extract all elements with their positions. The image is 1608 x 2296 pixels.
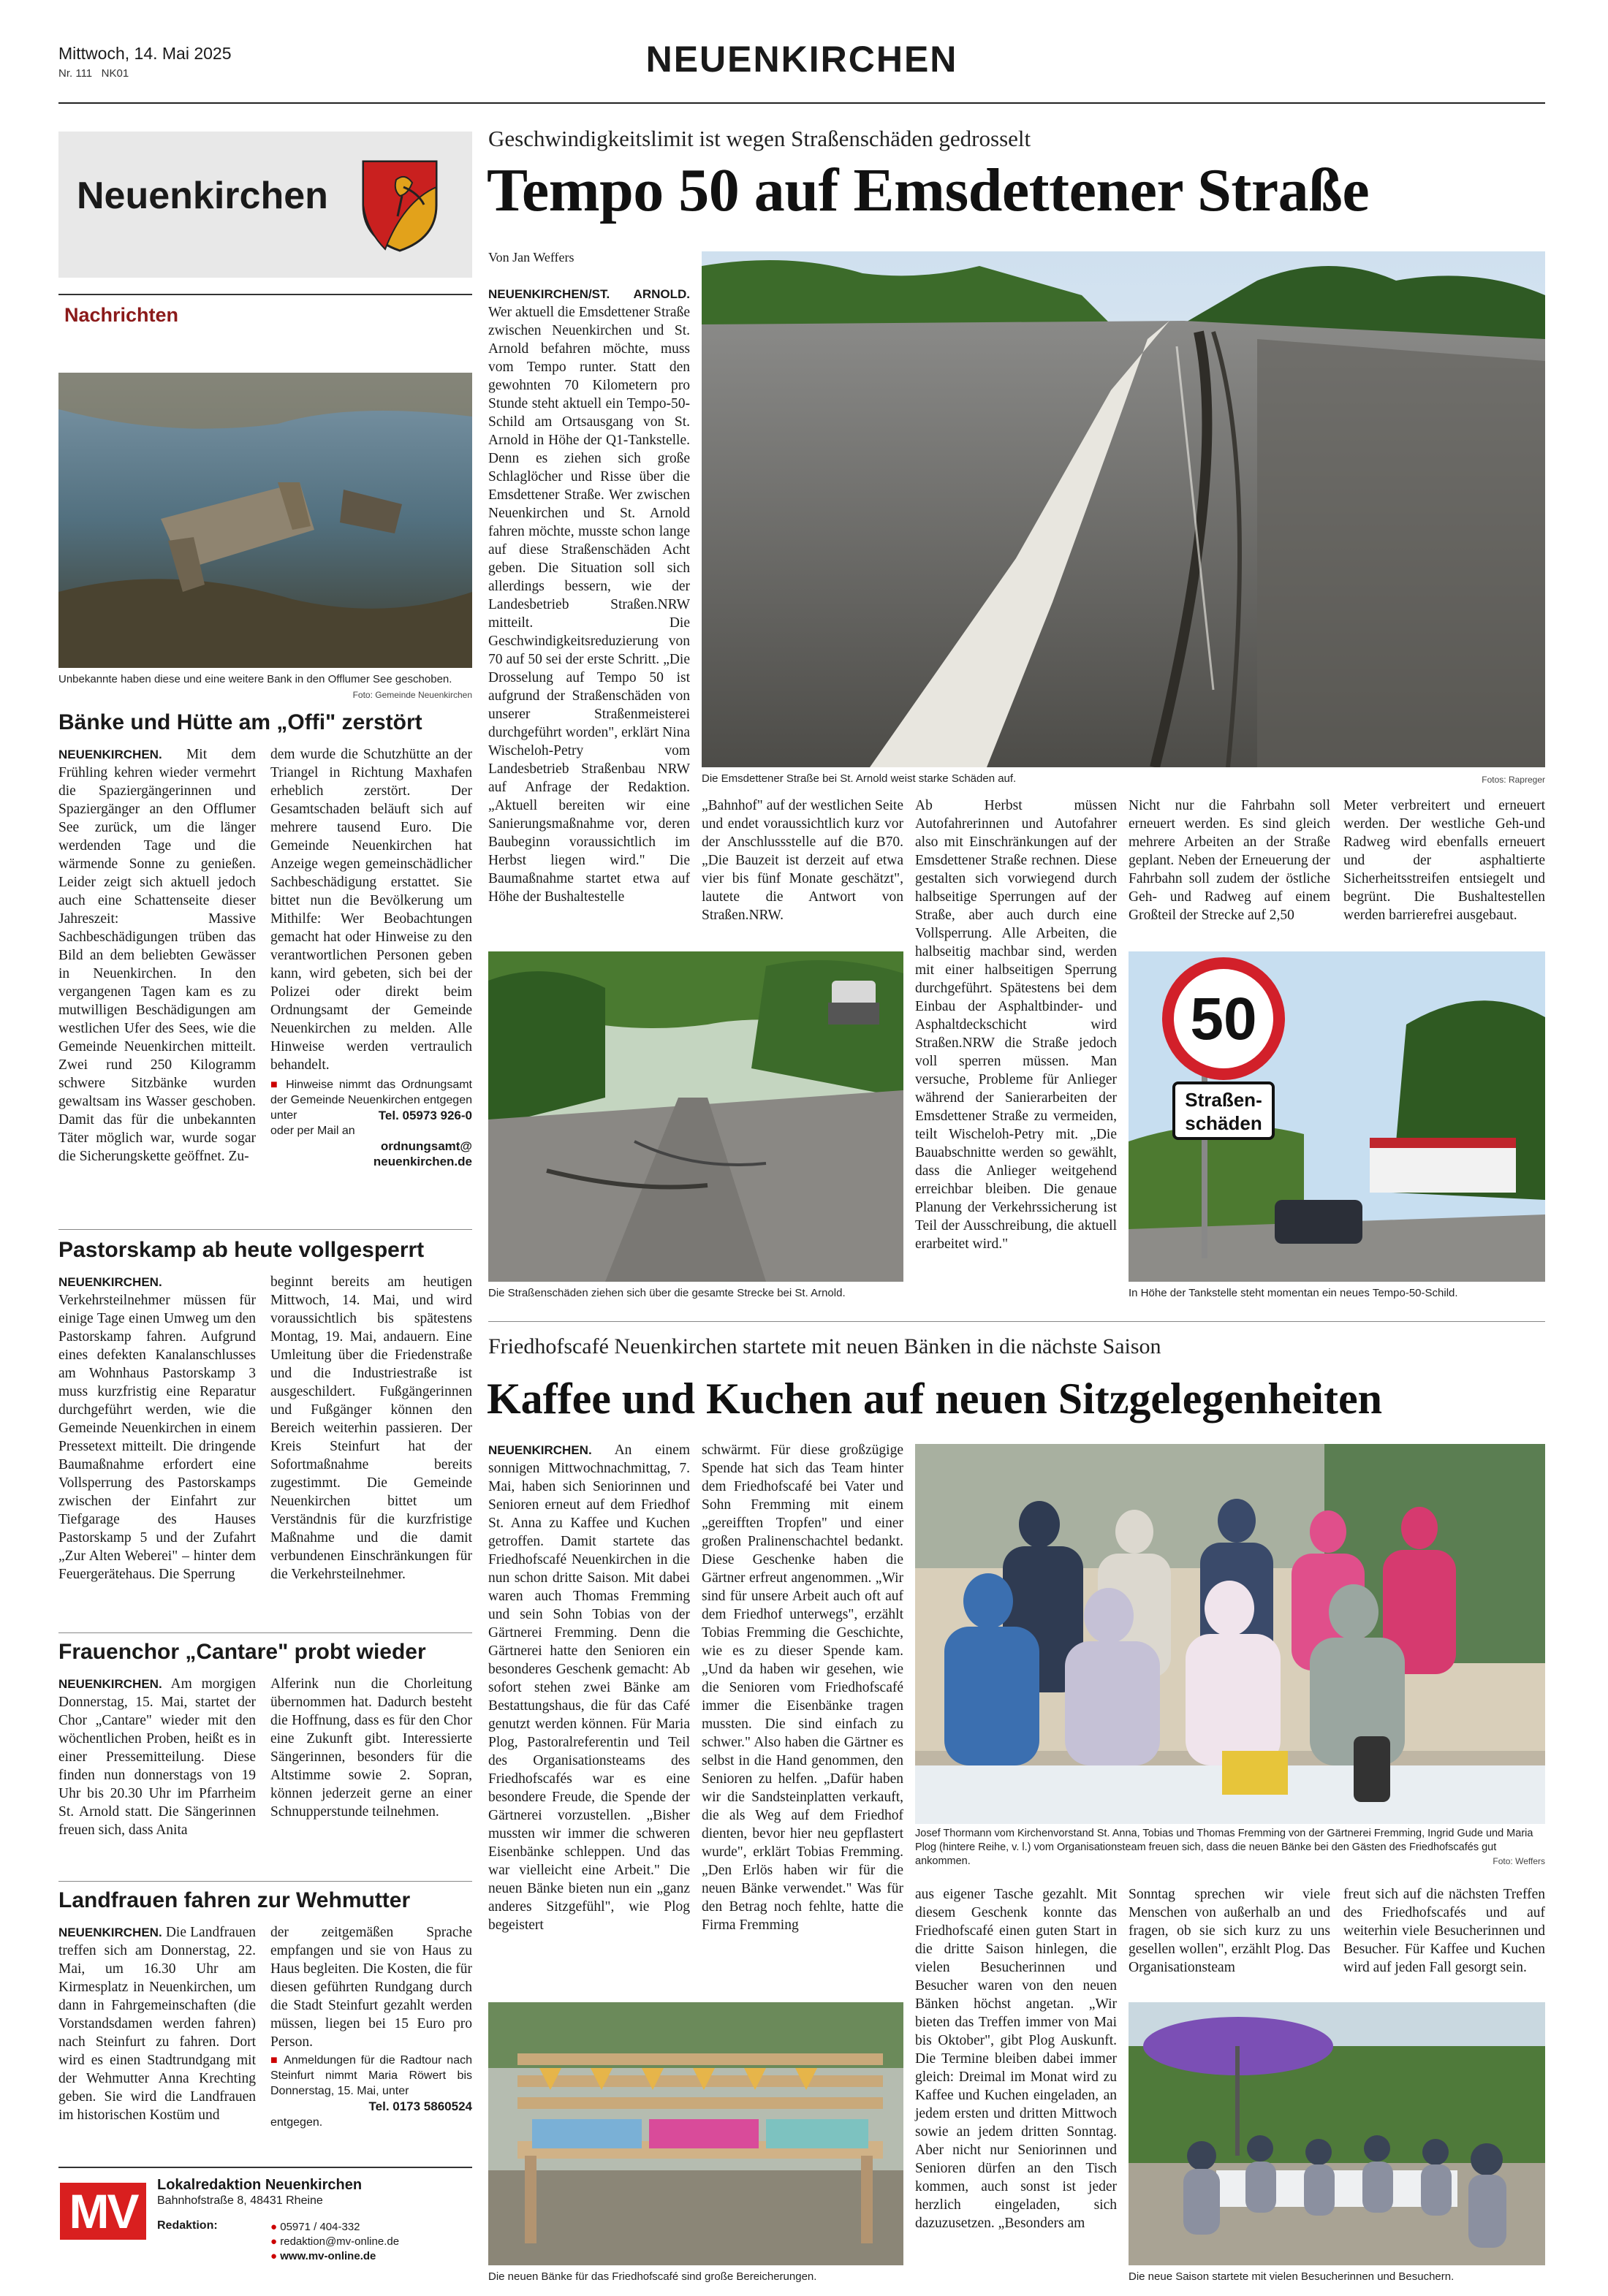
article-text: Meter verbreitert und erneuert werden. Der westliche Geh-und Radweg wird ebenfalls erneuert und der asphaltierte Sicherheitsstreifen entsiegelt und begrünt. Die Bushaltestellen werden barrierefrei ausgebaut. <box>1343 798 1545 923</box>
cafe-photo <box>1129 2002 1545 2265</box>
damaged-road-photo <box>702 251 1545 767</box>
footer-phone <box>270 2221 360 2233</box>
sign-text-line2: schäden <box>1185 1112 1262 1134</box>
note-text: Hinweise nimmt das Ordnungsamt der Gemeinde Neuenkirchen entgegen unter <box>270 1079 472 1122</box>
article-text: Nicht nur die Fahrbahn soll erneuert werden. Es sind gleich mehrere Arbeiten an der Straße geplant. Neben der Erneuerung der Fahrbahn soll zudem der östliche Geh- und Radweg auf einem Großteil der Strecke auf 2,50 <box>1129 798 1330 923</box>
photo-credit: Fotos: Rapreger <box>1482 775 1545 785</box>
article-column <box>702 1441 903 1934</box>
article-text: der zeitgemäßen Sprache empfangen und sie von Haus zu Haus begleiten. Die Kosten, die für diesen geführten Rundgang durch die Stadt Steinfurt gezahlt werden müssen, liegen bei 15 Euro pro Person. <box>270 1925 472 2050</box>
article-text: Mit dem Frühling kehren wieder vermehrt die Spaziergängerinnen und Spaziergänger an den Offlumer See zurück, um die länger werdenden Tage und die wärmende Sonne zu genießen. Leider zeigt sich aktuell jedoch auch eine Schattenseite dieser Jahreszeit: Massive Sachbeschädigungen trüben das Bild an dem beliebten Gewässer in Neuenkirchen. In den vergangenen Tagen kam es zu mutwilligen Beschädigungen am westlichen Ufer des Sees, wie die Gemeinde Neuenkirchen mitteilt. Zwei rund 250 Kilogramm schwere Sitzbänke wurden gewaltsam ins Wasser geschoben. Damit das für die unbekannten Täter möglich war, wurde sogar die Sicherungskette geöffnet. Zu- <box>58 747 256 1164</box>
footer-web-text: www.mv-online.de <box>280 2250 376 2262</box>
phone-icon: ● <box>270 2221 278 2233</box>
mail-icon: ● <box>270 2235 278 2248</box>
footer-address: Bahnhofstraße 8, 48431 Rheine <box>157 2194 323 2207</box>
article-column <box>58 1273 256 1584</box>
article-column <box>915 1885 1117 2232</box>
article-text: Alferink nun die Chorleitung übernommen hat. Dadurch besteht die Hoffnung, dass es für den Chor eine Zukunft gibt. Interessierte Sängerinnen, besonders für die Altstimme sowie 2. Sopran, können jederzeit gerne an einer Schnupperstunde teilnehmen. <box>270 1676 472 1820</box>
speed-limit-value: 50 <box>1190 986 1257 1052</box>
article-text: beginnt bereits am heutigen Mittwoch, 14. Mai, und wird voraussichtlich bis spätestens Montag, 19. Mai, andauern. Eine Umleitung über die Friedenstraße und die Industriestraße ist ausgeschildert. Fußgängerinnen und Fußgänger können den Bereich weiterhin passieren. Der Kreis Steinfurt hat der Sofortmaßnahme bereits zugestimmt. Die Gemeinde Neuenkirchen bittet um Verständnis für die kurzfristige Maßnahme und die damit verbundenen Einschränkungen für die Verkehrsteilnehmer. <box>270 1274 472 1582</box>
footer-name: Lokalredaktion Neuenkirchen <box>157 2177 363 2193</box>
speed-sign-photo <box>1129 951 1545 1282</box>
note-text: Anmeldungen für die Radtour nach Steinfurt nimmt Maria Röwert bis Donnerstag, 15. Mai, unter <box>270 2054 473 2097</box>
dateline: NEUENKIRCHEN. <box>58 748 162 761</box>
article-headline: Pastorskamp ab heute vollgesperrt <box>58 1238 425 1262</box>
edition-code: NK01 <box>101 67 129 80</box>
photo-credit: Foto: Gemeinde Neuenkirchen <box>352 690 472 700</box>
sidebar <box>58 132 472 2258</box>
globe-icon: ● <box>270 2250 278 2262</box>
mv-logo: MV <box>60 2183 146 2240</box>
article-column <box>270 745 472 1169</box>
footer-email-text: redaktion@mv-online.de <box>280 2235 400 2248</box>
issue-date: Mittwoch, 14. Mai 2025 <box>58 44 232 63</box>
photo-caption: Die Straßenschäden ziehen sich über die gesamte Strecke bei St. Arnold. <box>488 1287 846 1299</box>
article-column <box>58 1923 256 2124</box>
section-title: NEUENKIRCHEN <box>645 39 958 80</box>
article-headline: Frauenchor „Cantare" probt wieder <box>58 1640 426 1664</box>
photo-credit: Foto: Weffers <box>1493 1856 1545 1866</box>
photo-caption: Josef Thormann vom Kirchenvorstand St. Anna, Tobias und Thomas Fremming von der Gärtnerei Fremming, Ingrid Gude und Maria Plog (hintere Reihe, v. l.) vom Organisationsteam freuen sich, dass die neuen Bänke bei den Gästen des Friedhofscafés gut ankommen. <box>915 1828 1533 1867</box>
photo-caption: In Höhe der Tankstelle steht momentan ein neues Tempo-50-Schild. <box>1129 1287 1458 1299</box>
footer-web[interactable] <box>270 2250 376 2262</box>
main-headline: Tempo 50 auf Emsdettener Straße <box>487 156 1370 224</box>
article-headline: Bänke und Hütte am „Offi" zerstört <box>58 710 422 734</box>
article-column <box>1129 1885 1330 1977</box>
divider <box>58 1229 472 1230</box>
article-column <box>1343 797 1545 924</box>
coat-of-arms-icon <box>360 158 440 253</box>
article-text: Die Landfrauen treffen sich am Donnerstag, 22. Mai, um 16.30 Uhr am Kirmesplatz in Neuenkirchen, um dann in Fahrgemeinschaften (die Vorstandsdamen werden fahren) nach Steinfurt zu fahren. Dort wird es einen Stadtrundgang mit der Wehmutter Anna Krechting geben. Sie wird die Landfrauen im historischen Kostüm und <box>58 1925 256 2123</box>
article-column <box>58 745 256 1166</box>
divider <box>58 1632 472 1633</box>
article-kicker: Friedhofscafé Neuenkirchen startete mit neuen Bänken in die nächste Saison <box>488 1334 1161 1358</box>
issue-nr: Nr. 111 <box>58 67 93 80</box>
note-text: entgegen. <box>270 2116 323 2129</box>
article-column <box>270 1923 472 2130</box>
sign-text-line1: Straßen- <box>1185 1089 1262 1111</box>
article-column <box>488 285 690 906</box>
article-text: Verkehrsteilnehmer müssen für einige Tage einen Umweg um den Pastorskamp fahren. Aufgrund eines defekten Kanalanschlusses am Wohnhaus Pastorskamp 3 muss kurzfristig eine Reparatur durchgeführt werden, wie die Gemeinde Neuenkirchen in einem Pressetext mitteilt. Die dringende Baumaßnahme erfordert eine Vollsperrung des Pastorskamps zwischen der Einfahrt zur Tiefgarage des Hauses Pastorskamp 5 und der Zufahrt „Zur Alten Weberei" – hinter dem Feuergerätehaus. Die Sperrung <box>58 1293 256 1582</box>
divider <box>488 1321 1545 1322</box>
photo-caption: Die neue Saison startete mit vielen Besucherinnen und Besuchern. <box>1129 2270 1455 2283</box>
article-headline: Landfrauen fahren zur Wehmutter <box>58 1888 411 1912</box>
article-column <box>702 797 903 924</box>
article-kicker: Geschwindigkeitslimit ist wegen Straßenschäden gedrosselt <box>488 126 1031 151</box>
sidebar-header <box>58 132 472 278</box>
dateline: NEUENKIRCHEN. <box>58 1275 162 1289</box>
article-text: An einem sonnigen Mittwochnachmittag, 7. Mai, haben sich Seniorinnen und Senioren erneut auf dem Friedhof St. Anna zu Kaffee und Kuchen getroffen. Damit startete das Friedhofscafé Neuenkirchen in die nun schon dritte Saison. Mit dabei waren auch Thomas Fremming und sein Sohn Tobias von der Gärtnerei Fremming. Denn die Gärtnerei hatte den Senioren ein besonderes Geschenk gemacht: Ab sofort stehen zwei Bänke am Bestattungshaus, die für das Café genutzt werden können. Für Maria Plog, Pastoralreferentin und Teil des Organisationsteams des Friedhofscafés war es eine besondere Freude, die Spende der Gärtnerei vorzustellen. „Bisher mussten wir immer die schweren Eisenbänke schleppen. Und das war vielleicht eine Arbeit." Die neuen Bänke bieten nun ein „ganz anderes Sitzgefühl", wie Plog begeistert <box>488 1442 690 1933</box>
article-column <box>270 1675 472 1821</box>
article-text: freut sich auf die nächsten Treffen des Friedhofscafés und auf weiterhin viele Besucherinnen und Besucher. Für Kaffee und Kuchen wird auf jeden Fall gesorgt sein. <box>1343 1887 1545 1975</box>
article-text: aus eigener Tasche gezahlt. Mit diesem Geschenk konnte das Friedhofscafé einen guten Start in die dritte Saison hinlegen, die vielen Besucherinnen und Besucher waren von den neuen Bänken höchst angetan. „Wir bieten das Treffen immer von Mai bis Oktober", gibt Plog Auskunft. Die Termine bleiben dabei immer gleich: Dreimal im Monat wird zu Kaffee und Kuchen eingeladen, an jedem ersten und dritten Mittwoch sowie an jedem dritten Sonntag. Aber nicht nur Seniorinnen und Senioren dürfen an den Tisch kommen, auch sonst ist jeder herzlich eingeladen, sich dazuzusetzen. „Besonders am <box>915 1887 1117 2231</box>
dateline: NEUENKIRCHEN. <box>58 1677 162 1691</box>
group-photo <box>915 1444 1545 1824</box>
article-column <box>270 1273 472 1584</box>
lake-bench-photo <box>58 373 472 668</box>
article-text: Am morgigen Donnerstag, 15. Mai, startet der Chor „Cantare" wieder mit den wöchentlichen Proben, heißt es in einer Pressemitteilung. Diese finden nun donnerstags von 19 Uhr bis 20.30 Uhr im Pfarrheim St. Arnold statt. Die Sängerinnen freuen sich, dass Anita <box>58 1676 256 1838</box>
article-text: schwärmt. Für diese großzügige Spende hat sich das Team hinter dem Friedhofscafé bei Vater und Sohn Fremming mit einem „gereifften Tropfen" und einer großen Pralinenschachtel bedankt. Diese Geschenke haben die Gärtner erfreut angenommen. „Wir sind für unsere Arbeit auch oft auf dem Friedhof unterwegs", erzählt Tobias Fremming die Geschichte, wie es zu dieser Spende kam. „Und da haben wir gesehen, wie die Senioren vom Friedhofscafé immer die Eisenbänke tragen mussten. Die sind einfach zu schwer." Also haben die Gärtner es selbst in die Hand genommen, den Senioren zu helfen. „Dafür haben wir die Sandsteinplatten verkauft, die als Weg auf dem Friedhof dienten, bevor hier neu gepflastert wurde", erklärt Tobias Fremming. „Den Erlös haben wir für die neuen Bänke verwendet." Was für den Betrag noch fehlte, hatte die Firma Fremming <box>702 1442 903 1933</box>
masthead <box>58 38 1545 104</box>
note-email[interactable]: ordnungsamt@ neuenkirchen.de <box>373 1139 472 1168</box>
note-phone: Tel. 0173 5860524 <box>368 2099 472 2113</box>
bench-photo <box>488 2002 903 2265</box>
article-column <box>1129 797 1330 924</box>
main-headline: Kaffee und Kuchen auf neuen Sitzgelegenheiten <box>487 1375 1382 1423</box>
town-title: Neuenkirchen <box>77 175 328 217</box>
dateline: NEUENKIRCHEN/ST. ARNOLD. <box>488 287 690 301</box>
road-damage-photo <box>488 951 903 1282</box>
editorial-footer <box>58 2167 472 2265</box>
dateline: NEUENKIRCHEN. <box>488 1443 592 1457</box>
footer-email[interactable] <box>270 2235 399 2248</box>
article-text: Wer aktuell die Emsdettener Straße zwischen Neuenkirchen und St. Arnold befahren möchte, muss vom Tempo runter. Statt den gewohnten 70 Kilometern pro Stunde steht aktuell ein Tempo-50-Schild am Ortsausgang von St. Arnold in Höhe der Q1-Tankstelle. Denn es ziehen sich große Schlaglöcher und Risse über die Emsdettener Straße. Wer zwischen Neuenkirchen und St. Arnold fahren möchte, musste schon lange auf diese Straßenschäden Acht geben. Die Situation soll sich allerdings bessern, wie der Landesbetrieb Straßen.NRW mitteilt. Die Geschwindigkeitsreduzierung von 70 auf 50 sei der erste Schritt. „Die Drosselung auf Tempo 50 ist aufgrund der Straßenschäden von unserer Straßenmeisterei durchgeführt worden", erklärt Nina Wischeloh-Petry vom Landesbetrieb Straßenbau NRW auf Anfrage der Redaktion. „Aktuell bereiten wir eine Sanierungsmaßnahme vor, deren Baubeginn voraussichtlich im Herbst liegen wird." Die Baumaßnahme startet etwa auf Höhe der Bushaltestelle <box>488 305 690 905</box>
photo-caption: Die neuen Bänke für das Friedhofscafé sind große Bereicherungen. <box>488 2270 817 2283</box>
note-text: oder per Mail an <box>270 1125 355 1137</box>
article-text: „Bahnhof" auf der westlichen Seite und endet voraussichtlich kurz vor der Anschlussstelle auf die B70. „Die Bauzeit ist derzeit auf etwa vier bis fünf Monate geschätzt", lautete die Antwort von Straßen.NRW. <box>702 798 903 923</box>
article-column <box>915 797 1117 1253</box>
note-phone: Tel. 05973 926-0 <box>378 1109 472 1122</box>
photo-caption: Die Emsdettener Straße bei St. Arnold weist starke Schäden auf. <box>702 772 1017 785</box>
footer-phone-text: 05971 / 404-332 <box>280 2221 360 2233</box>
article-column <box>58 1675 256 1839</box>
news-label: Nachrichten <box>64 304 179 326</box>
byline: Von Jan Weffers <box>488 250 574 265</box>
footer-label: Redaktion: <box>157 2219 218 2232</box>
divider <box>58 1881 472 1882</box>
photo-caption: Unbekannte haben diese und eine weitere Bank in den Offlumer See geschoben. <box>58 673 452 685</box>
article-text: Ab Herbst müssen Autofahrerinnen und Autofahrer also mit Einschränkungen auf der Emsdettener Straße rechnen. Diese gestalten sich vorwiegend durch halbseitige Sperrungen auf der Straße, aber auch durch eine Vollsperrung. Alle Arbeiten, die halbseitig machbar sind, werden mit einer halbseitigen Sperrung durchgeführt. Spätestens bei dem Einbau der Asphaltbinder- und Asphaltdeckschicht wird Straßen.NRW die Straße jedoch voll sperren müssen. Man versuche, Probleme für Anlieger während der Sanierarbeiten der Emsdettener Straße zu vermeiden, teilt Wischeloh-Petry mit. „Die Bauabschnitte werden so gewählt, dass die Anlieger weitgehend erreichbar bleiben. Die genaue Planung der Verkehrssicherung ist Teil der Ausschreibung, die aktuell erarbeitet wird." <box>915 798 1117 1252</box>
info-note: ■ Anmeldungen für die Radtour nach Steinfurt nimmt Maria Röwert bis Donnerstag, 15. Mai, unter Tel. 0173 5860524 entgegen. <box>270 2054 473 2129</box>
article-text: dem wurde die Schutzhütte an der Triangel in Richtung Maxhafen erheblich zerstört. Der Gesamtschaden beläuft sich auf mehrere tausend Euro. Die Gemeinde Neuenkirchen hat Anzeige wegen gemeinschädlicher Sachbeschädigung erstattet. Sie bittet nun die Bevölkerung um Mithilfe: Wer Beobachtungen gemacht hat oder Hinweise zu den verantwortlichen Personen geben kann, wird gebeten, sich bei der Polizei oder direkt beim Ordnungsamt der Gemeinde Neuenkirchen zu melden. Alle Hinweise werden vertraulich behandelt. <box>270 747 472 1073</box>
info-note: ■ Hinweise nimmt das Ordnungsamt der Gemeinde Neuenkirchen entgegen unter Tel. 05973 926-0 oder per Mail an ordnungsamt@ neuenkirchen.de <box>270 1079 472 1168</box>
article-column <box>1343 1885 1545 1977</box>
dateline: NEUENKIRCHEN. <box>58 1926 162 1939</box>
article-column <box>488 1441 690 1934</box>
article-text: Sonntag sprechen wir viele Menschen von außerhalb an und fragen, ob sie sich kurz zu uns gesellen wollen", erzählt Plog. Das Organisationsteam <box>1129 1887 1330 1975</box>
